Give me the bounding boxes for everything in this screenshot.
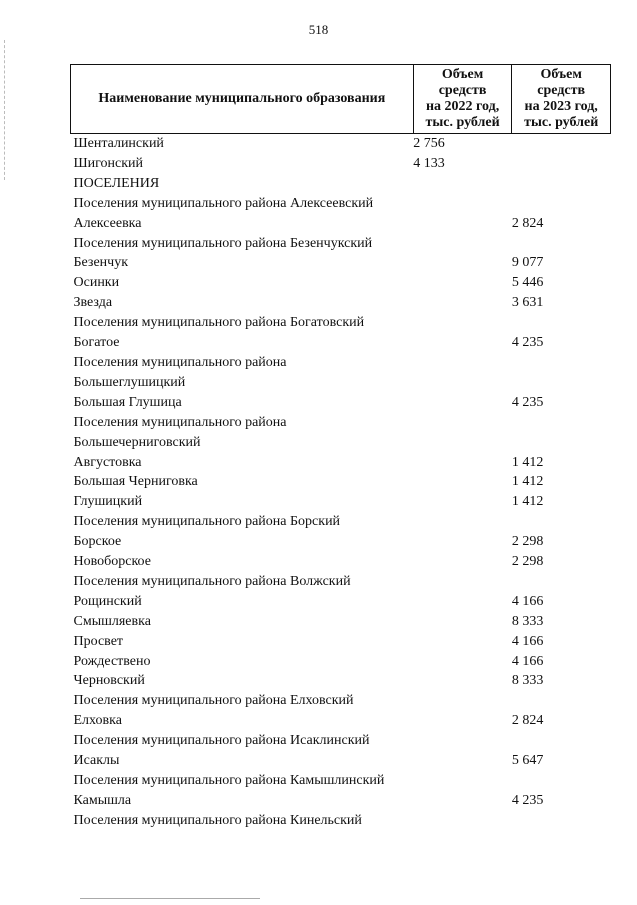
table-row (71, 552, 611, 572)
row-name-cell: Большеглушицкий (73, 374, 186, 390)
row-value-2023-cell (512, 433, 611, 453)
table-row (71, 472, 611, 492)
table-row (71, 433, 611, 453)
page-number: 518 (308, 22, 329, 37)
row-name-cell: Глушицкий (73, 494, 143, 510)
row-value-2023-cell: 4 166 (511, 633, 544, 649)
row-value-2022-cell (413, 572, 512, 592)
table-row (71, 194, 611, 214)
row-name-cell: Шенталинский (73, 136, 164, 151)
table-row (71, 512, 611, 532)
table-header-row (71, 65, 611, 134)
row-value-2023-cell (512, 373, 611, 393)
row-value-2023-cell (512, 353, 611, 373)
row-value-2022-cell (413, 353, 512, 373)
row-value-2022-cell (413, 691, 512, 711)
row-value-2022-cell (413, 612, 512, 632)
row-name-cell: Безенчук (73, 255, 129, 271)
row-name-cell: Поселения муниципального района Кинельский (73, 812, 362, 828)
row-name-cell: Поселения муниципального района Исаклинский (73, 733, 370, 749)
row-value-2022-cell (413, 253, 512, 273)
row-name-cell: Смышляевка (73, 613, 151, 629)
header-2022-line: тыс. рублей (425, 115, 500, 130)
row-name-cell: Поселения муниципального района (73, 354, 287, 370)
row-name-cell: Камышла (73, 792, 132, 808)
row-name-cell: Черновский (73, 673, 145, 689)
row-name-cell: Поселения муниципального района Безенчукский (73, 235, 373, 251)
table-row (71, 671, 611, 691)
row-value-2023-cell: 1 412 (511, 494, 544, 510)
table-row (71, 273, 611, 293)
row-value-2023-cell: 8 333 (511, 613, 544, 629)
table-row (71, 214, 611, 234)
table-row (71, 532, 611, 552)
row-value-2023-cell: 1 412 (511, 454, 544, 470)
table-row (71, 293, 611, 313)
table-body (71, 134, 611, 831)
row-value-2023-cell: 2 824 (511, 713, 544, 729)
header-2022-line: на 2022 год, (425, 99, 500, 114)
row-value-2023-cell: 1 412 (511, 474, 544, 490)
row-value-2023-cell: 8 333 (511, 673, 544, 689)
table-row (71, 453, 611, 473)
row-value-2022-cell (413, 731, 512, 751)
row-name-cell: Поселения муниципального района Волжский (73, 573, 351, 589)
table-row (71, 134, 611, 154)
row-value-2023-cell (512, 512, 611, 532)
row-name-cell: Поселения муниципального района Борский (73, 514, 341, 530)
row-name-cell: Просвет (73, 633, 124, 649)
table-row (71, 393, 611, 413)
row-value-2023-cell (512, 194, 611, 214)
row-value-2022-cell (413, 791, 512, 811)
row-value-2023-cell: 4 235 (511, 335, 544, 351)
row-value-2022-cell (413, 711, 512, 731)
row-name-cell: Поселения муниципального района Камышлинский (73, 773, 385, 788)
row-value-2023-cell (512, 572, 611, 592)
row-value-2023-cell (512, 731, 611, 751)
table-row (71, 691, 611, 711)
row-value-2022-cell (413, 552, 512, 572)
row-value-2022-cell (413, 373, 512, 393)
row-name-cell: Исаклы (73, 753, 120, 769)
row-value-2023-cell: 2 298 (511, 554, 544, 570)
table-row (71, 313, 611, 333)
row-name-cell: Поселения муниципального района Алексеевский (73, 195, 374, 211)
row-value-2023-cell: 4 235 (511, 792, 544, 808)
row-value-2023-cell (512, 811, 611, 831)
row-name-cell: Осинки (73, 275, 120, 291)
row-value-2022-cell (413, 194, 512, 214)
row-name-cell: Большая Черниговка (73, 474, 198, 490)
row-name-cell: Августовка (73, 454, 142, 470)
row-name-cell: Поселения муниципального района (73, 414, 287, 430)
header-2023-line: тыс. рублей (524, 115, 599, 130)
header-2023-line: на 2023 год, (524, 99, 598, 114)
row-value-2022-cell (413, 751, 512, 771)
row-value-2022-cell (413, 632, 512, 652)
table-row (71, 592, 611, 612)
row-value-2022-cell (413, 652, 512, 672)
row-value-2022-cell (413, 453, 512, 473)
row-value-2022-cell (413, 671, 512, 691)
row-value-2023-cell: 2 824 (511, 215, 544, 231)
table-row (71, 234, 611, 254)
table-row (71, 253, 611, 273)
row-value-2023-cell: 4 235 (511, 394, 544, 410)
row-value-2023-cell: 2 298 (511, 534, 544, 550)
row-name-cell: Рощинский (73, 593, 142, 609)
row-value-2022-cell: 2 756 (413, 136, 445, 151)
row-name-cell: Большая Глушица (73, 394, 182, 410)
row-name-cell: Шигонский (73, 155, 144, 171)
header-name-column: Наименование муниципального образования (71, 65, 414, 134)
header-2023-line: Объем (540, 67, 582, 82)
table-row (71, 771, 611, 791)
row-value-2022-cell (413, 512, 512, 532)
header-2022-line: Объем (441, 67, 484, 82)
scan-edge-mark (80, 898, 260, 900)
table-row (71, 174, 611, 194)
row-value-2022-cell: 4 133 (413, 155, 445, 171)
table-row (71, 413, 611, 433)
row-value-2022-cell (413, 811, 512, 831)
row-value-2023-cell (512, 771, 611, 791)
row-value-2022-cell (413, 174, 512, 194)
header-2023-column (512, 65, 611, 134)
row-name-cell: Елховка (73, 713, 122, 729)
table-row (71, 154, 611, 174)
table-row (71, 632, 611, 652)
table-row (71, 373, 611, 393)
row-value-2023-cell (512, 174, 611, 194)
row-value-2023-cell: 9 077 (511, 255, 544, 271)
row-name-cell: Рождествено (73, 653, 151, 669)
row-name-cell: Поселения муниципального района Елховский (73, 693, 354, 709)
table-row (71, 353, 611, 373)
row-name-cell: Новоборское (73, 554, 151, 570)
row-value-2022-cell (413, 234, 512, 254)
table-row (71, 572, 611, 592)
row-value-2022-cell (413, 492, 512, 512)
header-2022-line: средств (438, 83, 487, 98)
row-value-2022-cell (413, 313, 512, 333)
row-value-2022-cell (413, 413, 512, 433)
table-row (71, 333, 611, 353)
table-row (71, 731, 611, 751)
table-row (71, 492, 611, 512)
budget-table (70, 64, 611, 831)
header-2023-line: средств (537, 83, 586, 98)
row-value-2022-cell (413, 771, 512, 791)
row-value-2023-cell: 3 631 (511, 295, 544, 311)
row-value-2023-cell: 4 166 (511, 593, 544, 609)
row-value-2022-cell (413, 592, 512, 612)
row-value-2023-cell (512, 134, 611, 154)
row-value-2023-cell: 5 446 (511, 275, 544, 291)
table-row (71, 652, 611, 672)
margin-mark (4, 40, 6, 180)
row-value-2023-cell (512, 154, 611, 174)
row-value-2022-cell (413, 214, 512, 234)
row-value-2022-cell (413, 472, 512, 492)
row-value-2022-cell (413, 273, 512, 293)
row-value-2022-cell (413, 293, 512, 313)
row-value-2022-cell (413, 532, 512, 552)
row-name-cell: Алексеевка (73, 215, 142, 231)
row-name-cell: ПОСЕЛЕНИЯ (73, 175, 160, 191)
row-value-2023-cell (512, 691, 611, 711)
row-value-2022-cell (413, 393, 512, 413)
row-value-2023-cell (512, 413, 611, 433)
row-value-2023-cell (512, 234, 611, 254)
table-row (71, 811, 611, 831)
row-value-2023-cell: 4 166 (511, 653, 544, 669)
table-row (71, 612, 611, 632)
row-value-2023-cell: 5 647 (511, 753, 544, 769)
row-name-cell: Звезда (73, 295, 113, 311)
row-name-cell: Большечерниговский (73, 434, 201, 450)
table-row (71, 751, 611, 771)
table-row (71, 791, 611, 811)
row-value-2022-cell (413, 433, 512, 453)
header-2022-column (413, 65, 512, 134)
row-value-2022-cell (413, 333, 512, 353)
row-name-cell: Борское (73, 534, 122, 550)
row-name-cell: Поселения муниципального района Богатовский (73, 315, 365, 331)
table-row (71, 711, 611, 731)
row-value-2023-cell (512, 313, 611, 333)
row-name-cell: Богатое (73, 335, 120, 351)
